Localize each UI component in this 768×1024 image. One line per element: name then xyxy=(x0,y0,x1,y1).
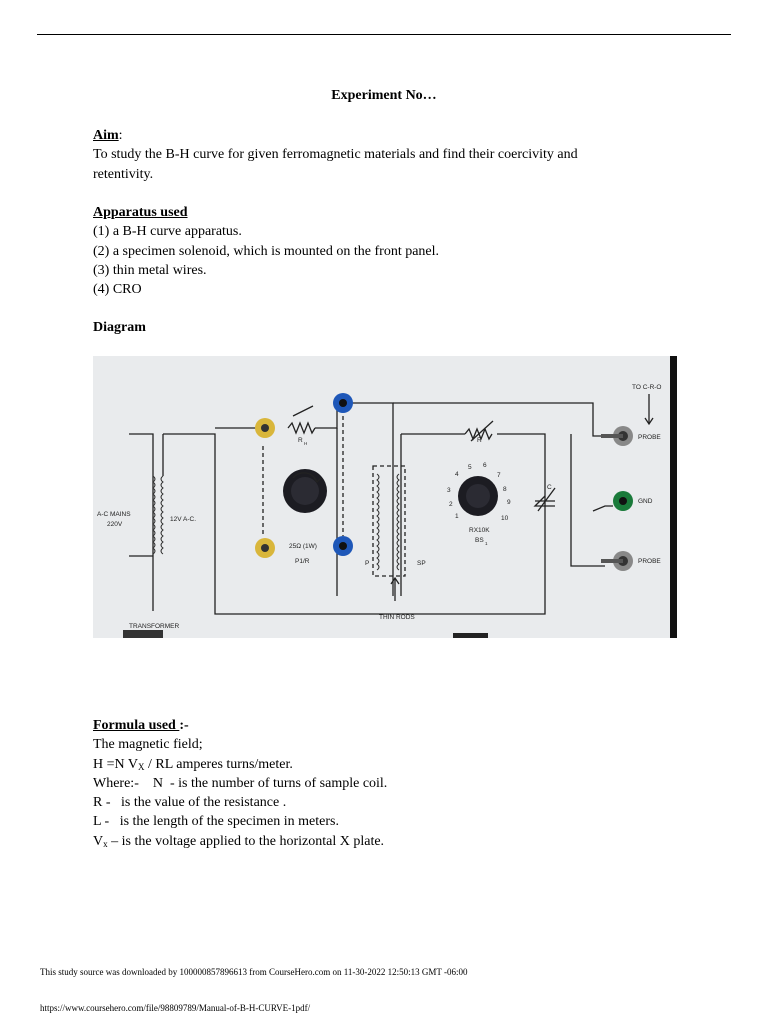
label-gnd: GND xyxy=(638,498,653,505)
formula-h-rest: / RL amperes turns/meter. xyxy=(144,756,293,772)
header-rule xyxy=(37,34,731,35)
label-12v: 12V A-C. xyxy=(170,516,197,523)
label-c: C xyxy=(547,484,552,491)
formula-line: The magnetic field; xyxy=(93,737,203,753)
dial-number: 6 xyxy=(483,462,487,469)
aim-colon: : xyxy=(118,128,123,143)
label-r: R xyxy=(477,437,482,444)
formula-vx-line xyxy=(93,832,387,851)
footer-url[interactable]: https://www.coursehero.com/file/98809789/Manual-of-B-H-CURVE-1pdf/ xyxy=(40,1003,311,1013)
footer-source-note: This study source was downloaded by 100000857896613 from CourseHero.com on 11-30-2022 12:50:13 GMT -06:00 xyxy=(40,967,468,977)
formula-section xyxy=(93,716,387,851)
label-25ohm: 25Ω (1W) xyxy=(289,543,317,550)
dial-number: 5 xyxy=(468,464,472,471)
formula-vx-sub: X xyxy=(137,761,145,772)
dial-number: 10 xyxy=(501,515,509,522)
formula-vx-rest: – is the voltage applied to the horizontal X plate. xyxy=(107,833,385,849)
apparatus-section xyxy=(93,203,439,299)
label-ac-mains: A-C MAINS xyxy=(97,511,131,518)
label-sp: SP xyxy=(417,560,426,567)
diagram-heading: Diagram xyxy=(93,320,146,335)
formula-line: L - is the length of the specimen in meters. xyxy=(93,814,339,830)
label-to-cro: TO C-R-O xyxy=(632,384,662,391)
apparatus-item: (4) CRO xyxy=(93,282,142,298)
dial-number: 1 xyxy=(455,513,459,520)
label-rh-sub: H xyxy=(304,441,308,446)
formula-line: Where:- N - is the number of turns of sample coil. xyxy=(93,775,388,791)
apparatus-item: (3) thin metal wires. xyxy=(93,262,207,278)
dial-number: 7 xyxy=(497,472,501,479)
apparatus-item: (2) a specimen solenoid, which is mounted on the front panel. xyxy=(93,243,440,259)
apparatus-heading: Apparatus used xyxy=(93,205,188,220)
apparatus-item: (1) a B-H curve apparatus. xyxy=(93,224,242,240)
dial-number: 9 xyxy=(507,499,511,506)
label-transformer: TRANSFORMER xyxy=(129,623,180,630)
label-bs: BS xyxy=(475,537,484,544)
label-bs-sub: 1 xyxy=(485,541,488,546)
formula-line: R - is the value of the resistance . xyxy=(93,795,287,811)
formula-heading-suffix: :- xyxy=(179,718,189,733)
label-rh: R xyxy=(298,437,303,444)
aim-heading: Aim xyxy=(93,128,119,143)
formula-heading: Formula used xyxy=(93,718,180,733)
dial-number: 8 xyxy=(503,486,507,493)
label-thin-rods: THIN RODS xyxy=(379,614,415,621)
apparatus-panel-photo xyxy=(93,356,677,638)
dial-number: 3 xyxy=(447,487,451,494)
label-rx10k: RX10K xyxy=(469,527,490,534)
formula-vx-text: V xyxy=(93,833,104,849)
formula-h-text: H =N V xyxy=(93,756,138,772)
aim-text-line1: To study the B-H curve for given ferromagnetic materials and find their coercivity and xyxy=(93,147,578,163)
dial-number: 4 xyxy=(455,471,459,478)
formula-h-equation xyxy=(93,755,387,774)
aim-section xyxy=(93,126,578,184)
label-probe-bottom: PROBE xyxy=(638,558,661,565)
label-ac-volt: 220V xyxy=(107,521,123,528)
label-probe-top: PROBE xyxy=(638,434,661,441)
page-title: Experiment No… xyxy=(331,88,437,103)
label-p1r: P1/R xyxy=(295,558,310,565)
label-p: P xyxy=(365,560,370,567)
dial-number: 2 xyxy=(449,501,453,508)
aim-text-line2: retentivity. xyxy=(93,166,154,182)
formula-vx-sub-small: x xyxy=(103,838,108,849)
